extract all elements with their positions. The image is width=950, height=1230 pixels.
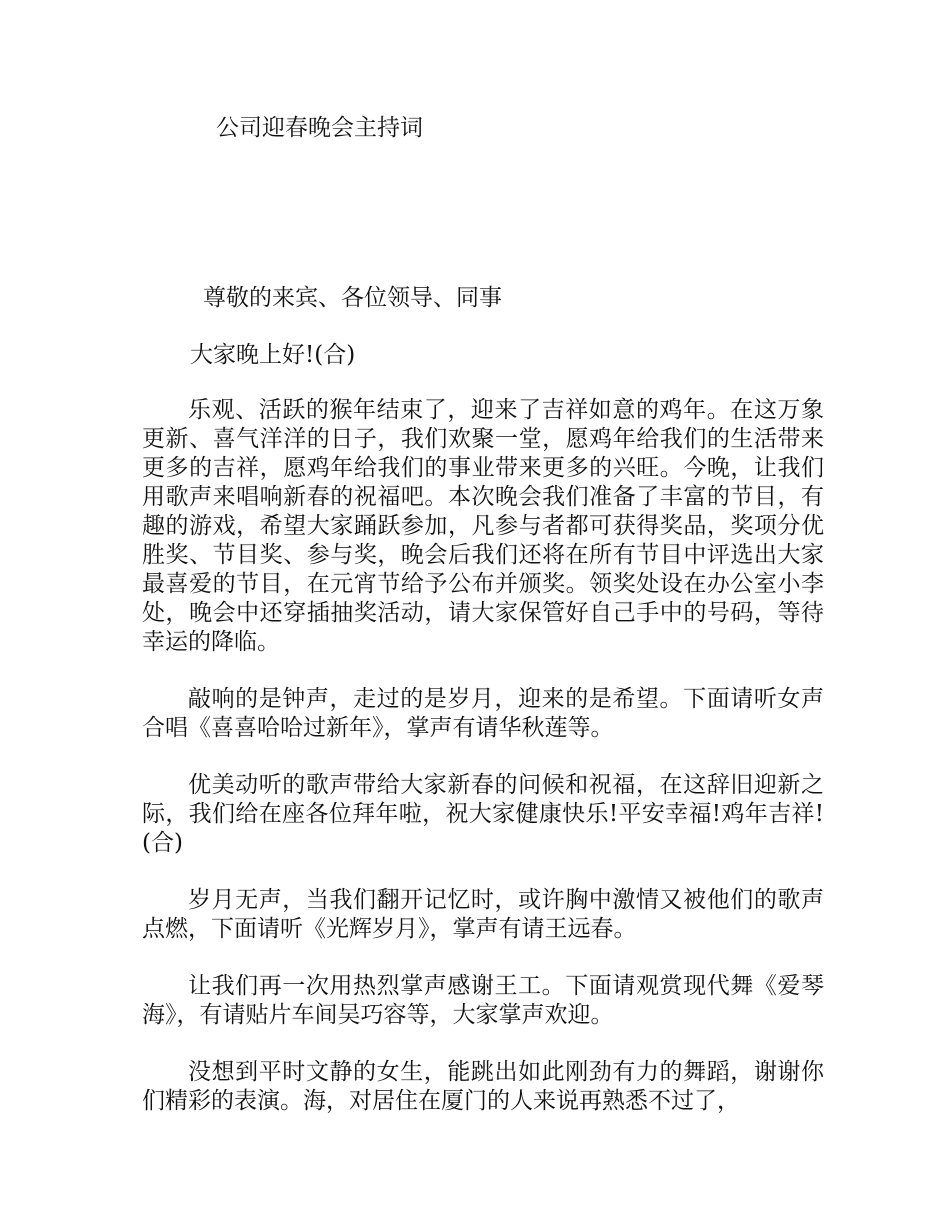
body-paragraph-5: 让我们再一次用热烈掌声感谢王工。下面请观赏现代舞《爱琴海》，有请贴片车间吴巧容等，大家掌声欢迎。 [142, 973, 824, 1028]
document-body [142, 396, 824, 1144]
salutation-line: 尊敬的来宾、各位领导、同事 [203, 285, 502, 311]
document-title: 公司迎春晚会主持词 [216, 115, 423, 141]
body-paragraph-2: 敲响的是钟声，走过的是岁月，迎来的是希望。下面请听女声合唱《喜喜哈哈过新年》，掌声有请华秋莲等。 [142, 686, 824, 741]
body-paragraph-3: 优美动听的歌声带给大家新春的问候和祝福，在这辞旧迎新之际，我们给在座各位拜年啦，祝大家健康快乐!平安幸福!鸡年吉祥!(合) [142, 772, 824, 856]
greeting-line: 大家晚上好!(合) [190, 342, 356, 368]
body-paragraph-6: 没想到平时文静的女生，能跳出如此刚劲有力的舞蹈，谢谢你们精彩的表演。海，对居住在厦门的人来说再熟悉不过了， [142, 1059, 824, 1114]
body-paragraph-1: 乐观、活跃的猴年结束了，迎来了吉祥如意的鸡年。在这万象更新、喜气洋洋的日子，我们欢聚一堂，愿鸡年给我们的生活带来更多的吉祥，愿鸡年给我们的事业带来更多的兴旺。今晚，让我们用歌声来唱响新春的祝福吧。本次晚会我们准备了丰富的节目，有趣的游戏，希望大家踊跃参加，凡参与者都可获得奖品，奖项分优胜奖、节目奖、参与奖，晚会后我们还将在所有节目中评选出大家最喜爱的节目，在元宵节给予公布并颁奖。领奖处设在办公室小李处，晚会中还穿插抽奖活动，请大家保管好自己手中的号码，等待幸运的降临。 [142, 397, 824, 655]
body-paragraph-4: 岁月无声，当我们翻开记忆时，或许胸中激情又被他们的歌声点燃，下面请听《光辉岁月》，掌声有请王远春。 [142, 887, 824, 942]
